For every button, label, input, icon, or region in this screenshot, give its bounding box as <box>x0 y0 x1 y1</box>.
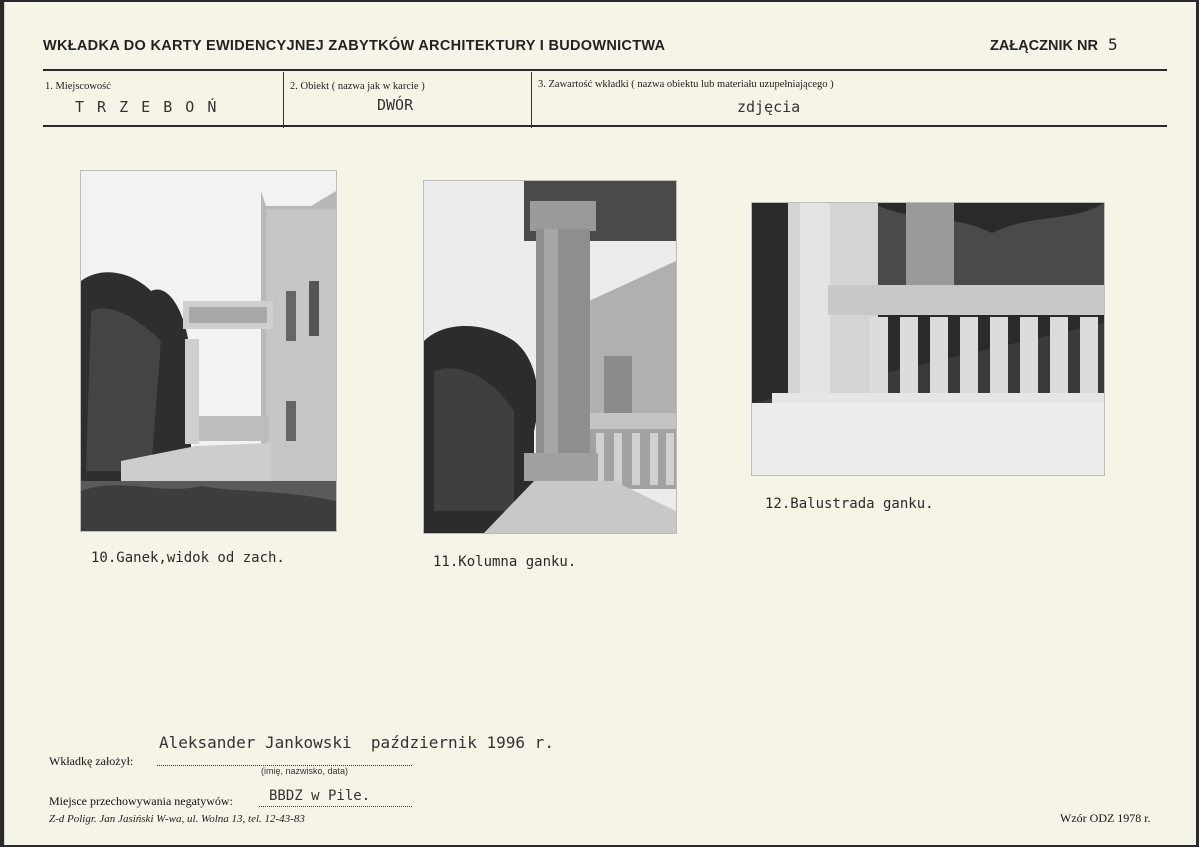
photo-caption-12: 12.Balustrada ganku. <box>765 496 934 512</box>
negatives-dotted-line <box>259 805 412 807</box>
author-label: Wkładkę założył: <box>49 754 134 768</box>
field-value-contents: zdjęcia <box>737 98 801 116</box>
field-value-locality: T R Z E B O Ń <box>75 98 219 116</box>
header-top-rule <box>43 69 1167 71</box>
photo-porch-column <box>423 180 677 534</box>
field-label-object: 2. Obiekt ( nazwa jak w karcie ) <box>290 81 425 92</box>
negatives-label: Miejsce przechowywania negatywów: <box>49 794 233 808</box>
annex-number: 5 <box>1107 35 1118 54</box>
printer-imprint: Z-d Poligr. Jan Jasiński W-wa, ul. Wolna 13, tel. 12-43-83 <box>49 813 305 825</box>
negatives-value: BBDZ w Pile. <box>269 788 371 804</box>
field-label-contents: 3. Zawartość wkładki ( nazwa obiektu lub materiału uzupełniającego ) <box>538 79 834 90</box>
form-model: Wzór ODZ 1978 r. <box>1060 811 1151 825</box>
photo-caption-10: 10.Ganek,widok od zach. <box>91 550 285 566</box>
photo-caption-11: 11.Kolumna ganku. <box>433 554 577 570</box>
field-value-object: DWÓR <box>377 96 414 114</box>
author-signature-value: Aleksander Jankowski październik 1996 r. <box>159 733 554 752</box>
annex-label-text: ZAŁĄCZNIK NR <box>990 38 1098 54</box>
document-title: WKŁADKA DO KARTY EWIDENCYJNEJ ZABYTKÓW ARCHITEKTURY I BUDOWNICTWA <box>43 38 666 54</box>
photo-porch-west-view <box>80 170 337 532</box>
photo-porch-balustrade <box>751 202 1105 476</box>
field-divider-2 <box>531 72 532 128</box>
author-hint: (imię, nazwisko, data) <box>261 766 349 776</box>
document-sheet <box>4 2 1196 845</box>
field-label-locality: 1. Miejscowość <box>45 81 111 92</box>
annex-label <box>990 35 1118 54</box>
field-divider-1 <box>283 72 284 128</box>
header-bottom-rule <box>43 125 1167 127</box>
